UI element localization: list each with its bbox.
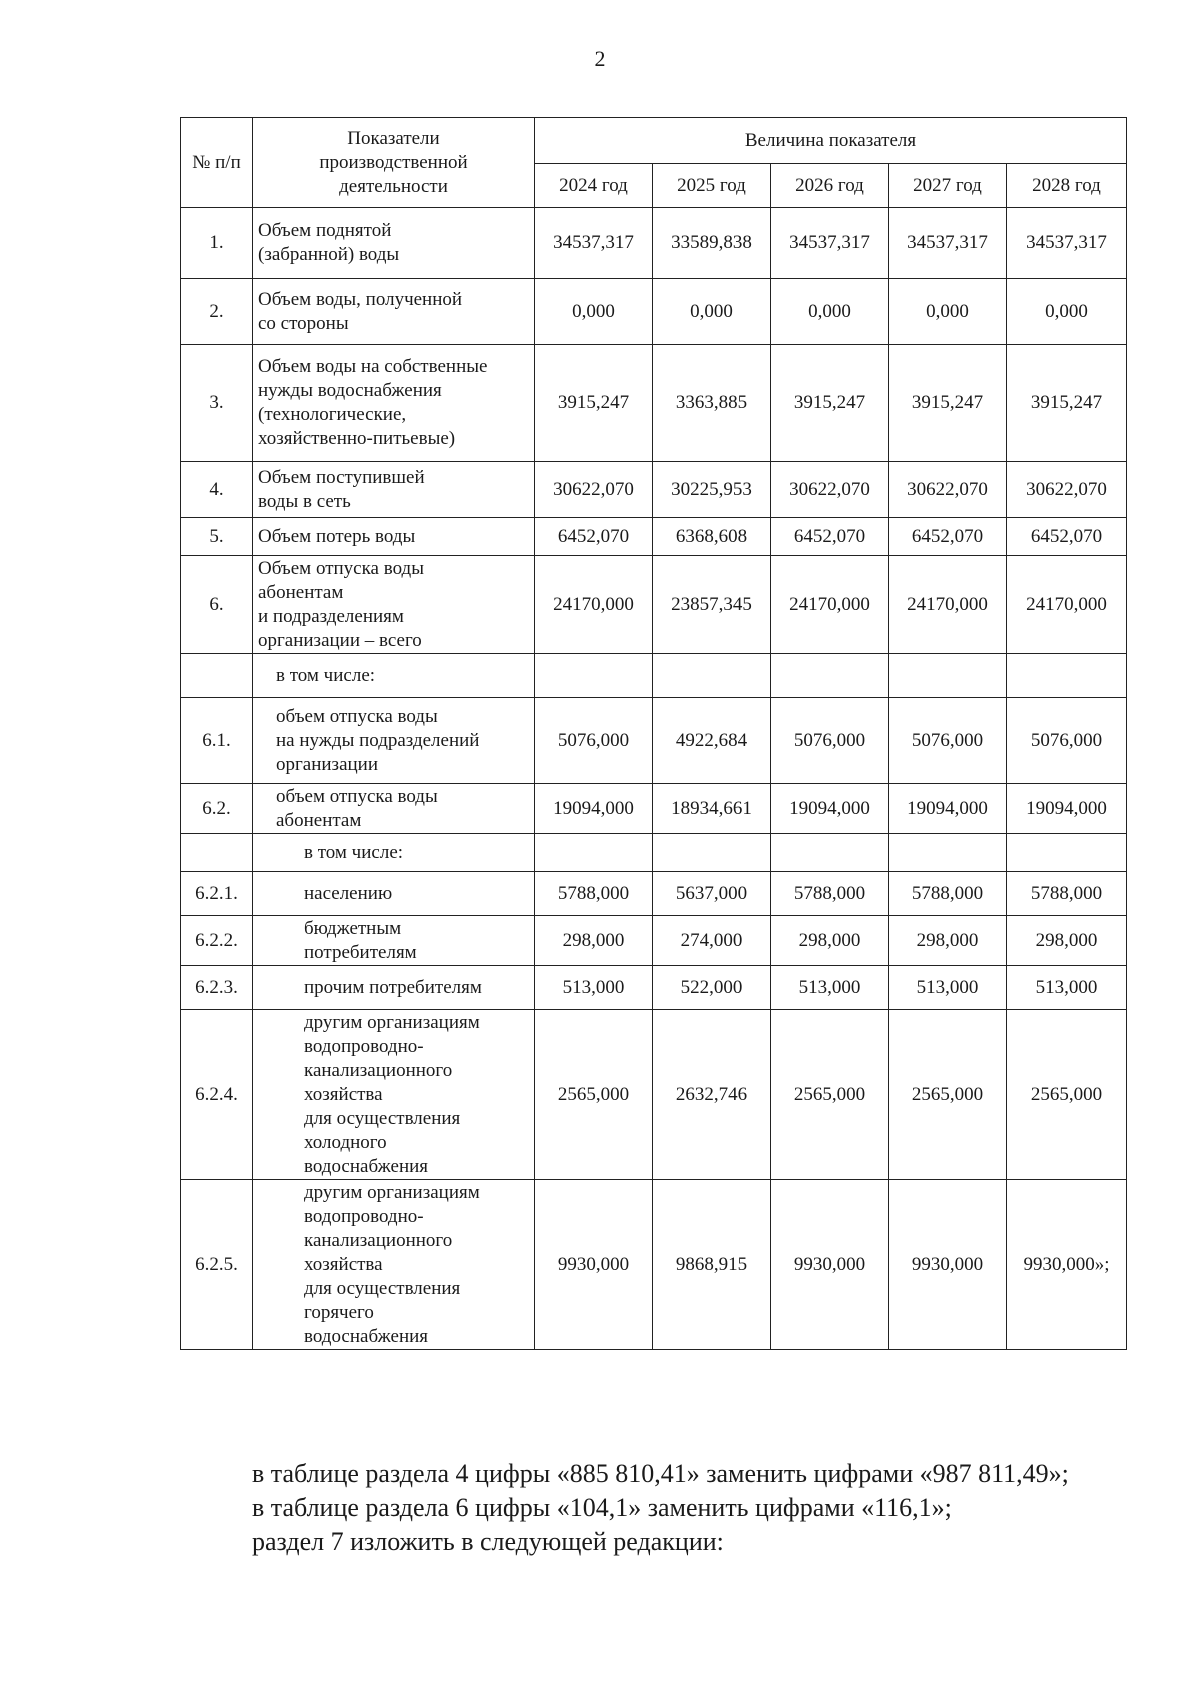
row-value: 3915,247 bbox=[1007, 345, 1127, 462]
row-indicator-text: другим организациям водопроводно- канализационного хозяйства для осуществления горячего водоснабжения bbox=[304, 1181, 480, 1347]
row-number: 5. bbox=[181, 518, 253, 556]
row-value: 34537,317 bbox=[1007, 208, 1127, 279]
row-value: 6452,070 bbox=[889, 518, 1007, 556]
row-indicator-name bbox=[253, 1010, 535, 1180]
row-indicator-text: объем отпуска воды абонентам bbox=[276, 785, 438, 831]
row-value: 4922,684 bbox=[653, 698, 771, 784]
row-indicator-text: Объем воды, полученной со стороны bbox=[258, 288, 463, 334]
row-indicator-name bbox=[253, 784, 535, 834]
row-indicator-name bbox=[253, 345, 535, 462]
row-number bbox=[181, 654, 253, 698]
row-indicator-text: бюджетным потребителям bbox=[304, 917, 417, 963]
row-number: 6.2.4. bbox=[181, 1010, 253, 1180]
table-row bbox=[181, 784, 1127, 834]
row-value: 6452,070 bbox=[771, 518, 889, 556]
row-indicator-name bbox=[253, 966, 535, 1010]
row-value: 34537,317 bbox=[771, 208, 889, 279]
table-row bbox=[181, 279, 1127, 345]
row-value: 3915,247 bbox=[889, 345, 1007, 462]
row-indicator-text: Объем потерь воды bbox=[258, 525, 416, 547]
row-value bbox=[535, 834, 653, 872]
header-num: № п/п bbox=[181, 118, 253, 208]
table-row bbox=[181, 556, 1127, 654]
header-year: 2028 год bbox=[1007, 164, 1127, 208]
row-indicator-text: Объем воды на собственные нужды водоснабжения (технологические, хозяйственно-питьевые) bbox=[258, 356, 488, 449]
row-number: 6.1. bbox=[181, 698, 253, 784]
row-value bbox=[653, 834, 771, 872]
row-value: 24170,000 bbox=[1007, 556, 1127, 654]
row-value: 30622,070 bbox=[535, 462, 653, 518]
table-row bbox=[181, 834, 1127, 872]
row-value: 2632,746 bbox=[653, 1010, 771, 1180]
row-value: 513,000 bbox=[1007, 966, 1127, 1010]
row-value: 2565,000 bbox=[1007, 1010, 1127, 1180]
row-number: 1. bbox=[181, 208, 253, 279]
row-value bbox=[653, 654, 771, 698]
table-row bbox=[181, 966, 1127, 1010]
row-value: 9930,000 bbox=[535, 1180, 653, 1350]
row-value: 24170,000 bbox=[535, 556, 653, 654]
table-row bbox=[181, 916, 1127, 966]
row-value: 2565,000 bbox=[889, 1010, 1007, 1180]
row-value: 23857,345 bbox=[653, 556, 771, 654]
row-value bbox=[1007, 834, 1127, 872]
row-number: 3. bbox=[181, 345, 253, 462]
row-value: 24170,000 bbox=[889, 556, 1007, 654]
row-value: 5788,000 bbox=[889, 872, 1007, 916]
row-value: 298,000 bbox=[889, 916, 1007, 966]
row-value: 5076,000 bbox=[535, 698, 653, 784]
header-name bbox=[253, 118, 535, 208]
row-value: 19094,000 bbox=[1007, 784, 1127, 834]
row-value: 298,000 bbox=[535, 916, 653, 966]
amendment-line: в таблице раздела 6 цифры «104,1» заменить цифрами «116,1»; bbox=[252, 1493, 952, 1522]
table-row bbox=[181, 654, 1127, 698]
row-indicator-name bbox=[253, 872, 535, 916]
row-value: 9868,915 bbox=[653, 1180, 771, 1350]
row-value: 34537,317 bbox=[535, 208, 653, 279]
row-indicator-name bbox=[253, 698, 535, 784]
row-value: 5788,000 bbox=[771, 872, 889, 916]
row-value: 5637,000 bbox=[653, 872, 771, 916]
row-indicator-name bbox=[253, 916, 535, 966]
page-number: 2 bbox=[594, 46, 606, 71]
row-value bbox=[889, 654, 1007, 698]
row-value: 298,000 bbox=[771, 916, 889, 966]
row-value: 34537,317 bbox=[889, 208, 1007, 279]
table-row bbox=[181, 1010, 1127, 1180]
row-indicator-text: Объем отпуска воды абонентам и подразделениям организации – всего bbox=[258, 557, 424, 651]
row-value bbox=[1007, 654, 1127, 698]
row-value: 19094,000 bbox=[771, 784, 889, 834]
row-value: 5076,000 bbox=[889, 698, 1007, 784]
row-value: 0,000 bbox=[771, 279, 889, 345]
row-indicator-name bbox=[253, 654, 535, 698]
row-indicator-name bbox=[253, 1180, 535, 1350]
row-indicator-name bbox=[253, 279, 535, 345]
row-value: 3915,247 bbox=[535, 345, 653, 462]
row-value: 5076,000 bbox=[771, 698, 889, 784]
row-indicator-text: прочим потребителям bbox=[304, 976, 482, 998]
row-indicator-text: Объем поднятой (забранной) воды bbox=[258, 220, 400, 265]
row-value: 30622,070 bbox=[1007, 462, 1127, 518]
row-number: 4. bbox=[181, 462, 253, 518]
row-value: 19094,000 bbox=[535, 784, 653, 834]
row-value bbox=[889, 834, 1007, 872]
row-number: 6. bbox=[181, 556, 253, 654]
row-indicator-name bbox=[253, 208, 535, 279]
row-indicator-text: в том числе: bbox=[304, 841, 404, 863]
row-value: 9930,000 bbox=[889, 1180, 1007, 1350]
row-value: 0,000 bbox=[889, 279, 1007, 345]
row-indicator-text: объем отпуска воды на нужды подразделений организации bbox=[276, 705, 480, 775]
row-value: 30225,953 bbox=[653, 462, 771, 518]
amendment-line: раздел 7 изложить в следующей редакции: bbox=[252, 1527, 724, 1556]
row-value bbox=[771, 834, 889, 872]
row-number: 2. bbox=[181, 279, 253, 345]
row-number: 6.2.5. bbox=[181, 1180, 253, 1350]
row-number: 6.2.2. bbox=[181, 916, 253, 966]
row-value: 0,000 bbox=[535, 279, 653, 345]
row-value: 513,000 bbox=[535, 966, 653, 1010]
row-value: 0,000 bbox=[653, 279, 771, 345]
row-value bbox=[771, 654, 889, 698]
row-indicator-name bbox=[253, 518, 535, 556]
row-value bbox=[535, 654, 653, 698]
header-year: 2025 год bbox=[653, 164, 771, 208]
table-row bbox=[181, 698, 1127, 784]
row-value: 18934,661 bbox=[653, 784, 771, 834]
row-indicator-text: в том числе: bbox=[276, 664, 376, 686]
row-number: 6.2.3. bbox=[181, 966, 253, 1010]
row-value: 33589,838 bbox=[653, 208, 771, 279]
row-value: 3915,247 bbox=[771, 345, 889, 462]
row-value: 5076,000 bbox=[1007, 698, 1127, 784]
row-indicator-text: другим организациям водопроводно- канализационного хозяйства для осуществления холодного водоснабжения bbox=[304, 1011, 480, 1177]
header-year: 2027 год bbox=[889, 164, 1007, 208]
row-value: 9930,000 bbox=[771, 1180, 889, 1350]
indicators-table bbox=[180, 117, 1127, 1350]
row-value: 298,000 bbox=[1007, 916, 1127, 966]
row-value: 513,000 bbox=[889, 966, 1007, 1010]
table-row bbox=[181, 345, 1127, 462]
row-indicator-name bbox=[253, 834, 535, 872]
row-value: 522,000 bbox=[653, 966, 771, 1010]
row-value: 3363,885 bbox=[653, 345, 771, 462]
header-value-group: Величина показателя bbox=[535, 118, 1127, 164]
row-value: 2565,000 bbox=[771, 1010, 889, 1180]
amendment-text bbox=[252, 1457, 1132, 1559]
row-value: 274,000 bbox=[653, 916, 771, 966]
table-row bbox=[181, 208, 1127, 279]
row-value: 5788,000 bbox=[1007, 872, 1127, 916]
row-value: 6452,070 bbox=[1007, 518, 1127, 556]
row-value: 5788,000 bbox=[535, 872, 653, 916]
row-value: 30622,070 bbox=[889, 462, 1007, 518]
table-body bbox=[181, 208, 1127, 1350]
row-value: 30622,070 bbox=[771, 462, 889, 518]
row-value: 9930,000»; bbox=[1007, 1180, 1127, 1350]
row-value: 6368,608 bbox=[653, 518, 771, 556]
table-header bbox=[181, 118, 1127, 208]
row-indicator-name bbox=[253, 462, 535, 518]
row-value: 513,000 bbox=[771, 966, 889, 1010]
table-row bbox=[181, 1180, 1127, 1350]
row-value: 24170,000 bbox=[771, 556, 889, 654]
row-indicator-text: Объем поступившей воды в сеть bbox=[258, 466, 425, 512]
row-value: 6452,070 bbox=[535, 518, 653, 556]
row-value: 19094,000 bbox=[889, 784, 1007, 834]
table-row bbox=[181, 462, 1127, 518]
row-number bbox=[181, 834, 253, 872]
header-year: 2026 год bbox=[771, 164, 889, 208]
amendment-line: в таблице раздела 4 цифры «885 810,41» заменить цифрами «987 811,49»; bbox=[252, 1459, 1069, 1488]
row-number: 6.2.1. bbox=[181, 872, 253, 916]
row-value: 2565,000 bbox=[535, 1010, 653, 1180]
row-number: 6.2. bbox=[181, 784, 253, 834]
row-indicator-text: населению bbox=[304, 882, 393, 904]
row-value: 0,000 bbox=[1007, 279, 1127, 345]
table-row bbox=[181, 872, 1127, 916]
table-row bbox=[181, 518, 1127, 556]
header-name-text: Показатели производственной деятельности bbox=[319, 127, 468, 197]
row-indicator-name bbox=[253, 556, 535, 654]
header-year: 2024 год bbox=[535, 164, 653, 208]
